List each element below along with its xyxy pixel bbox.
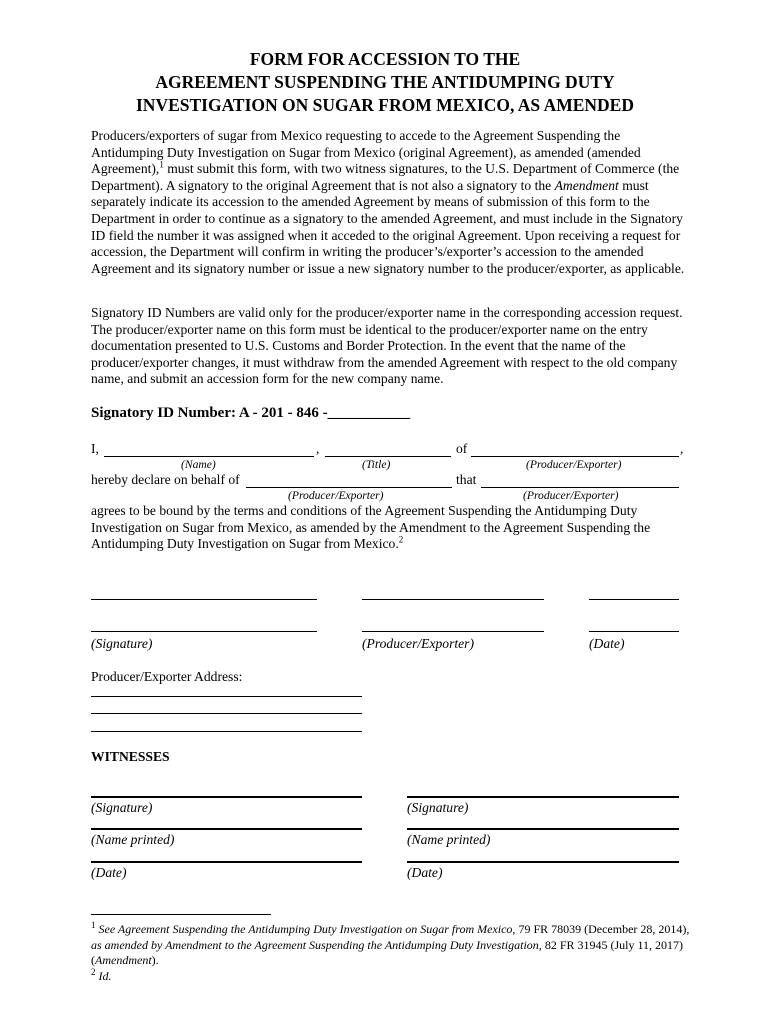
footnote-separator: [91, 914, 271, 915]
signature-line[interactable]: [91, 631, 317, 632]
witness-1-signature-caption: (Signature): [91, 800, 153, 815]
address-line-1[interactable]: [91, 696, 362, 697]
witness-1-name-line[interactable]: [91, 828, 362, 830]
that-producer-field[interactable]: [481, 487, 679, 488]
comma: ,: [316, 441, 320, 456]
footnote-2: $^2$ Id.: [91, 967, 112, 983]
witness-2-name-caption: (Name printed): [407, 832, 491, 847]
form-title-line-2: AGREEMENT SUSPENDING THE ANTIDUMPING DUTY: [155, 72, 615, 92]
caption-producer-exporter-3: (Producer/Exporter): [523, 489, 619, 502]
producer-line[interactable]: [362, 631, 544, 632]
witness-2-name-line[interactable]: [407, 828, 679, 830]
caption-name: (Name): [181, 458, 216, 471]
intro-paragraph-2: Signatory ID Numbers are valid only for the producer/exporter name in the corresponding accession request. The producer/exporter name on this form must be identical to the producer/exporter name on the entry documentation presented to U.S. Customs and Border Protection. In the event that the name of the producer/exporter changes, it must withdraw from the amended Agreement with respect to the old company name, and submit an accession form for the new company name.: [91, 305, 683, 387]
signatory-id-label: Signatory ID Number: A - 201 - 846 -___________: [91, 405, 411, 421]
address-line-2[interactable]: [91, 713, 362, 714]
name-field[interactable]: [104, 456, 314, 457]
form-title-line-3: INVESTIGATION ON SUGAR FROM MEXICO, AS AMENDED: [136, 95, 634, 115]
producer-line-upper[interactable]: [362, 599, 544, 600]
witness-1-date-line[interactable]: [91, 861, 362, 863]
witness-2-signature-line[interactable]: [407, 796, 679, 798]
agreement-statement: agrees to be bound by the terms and conditions of the Agreement Suspending the Antidumping Duty Investigation on Sugar from Mexico, as amended by the Amendment to the Agreement Suspending the Antidumping Duty Investigation on Sugar from Mexico.$^2$: [91, 503, 651, 552]
producer-exporter-field[interactable]: [471, 456, 679, 457]
date-line-upper[interactable]: [589, 599, 679, 600]
signature-line-upper[interactable]: [91, 599, 317, 600]
that-label: that: [456, 472, 477, 487]
witness-1-name-caption: (Name printed): [91, 832, 175, 847]
behalf-producer-field[interactable]: [246, 487, 452, 488]
behalf-label: hereby declare on behalf of: [91, 472, 240, 487]
date-caption: (Date): [589, 636, 625, 651]
caption-producer-exporter-2: (Producer/Exporter): [288, 489, 384, 502]
witness-2-date-line[interactable]: [407, 861, 679, 863]
producer-caption: (Producer/Exporter): [362, 636, 474, 651]
address-label: Producer/Exporter Address:: [91, 669, 243, 684]
declaration-i-label: I,: [91, 441, 99, 456]
intro-paragraph-1: Producers/exporters of sugar from Mexico requesting to accede to the Agreement Suspending the Antidumping Duty Investigation on Sugar from Mexico (original Agreement), as amended (amended Agreement),$^1$ must submit this form, with two witness signatures, to the U.S. Department of Commerce (the Department). A signatory to the original Agreement that is not also a signatory to the Amendment must separately indicate its accession to the amended Agreement by means of submission of this form to the Department in order to continue as a signatory to the amended Agreement, and must include in the Signatory ID field the number it was assigned when it acceded to the original Agreement. Upon receiving a request for accession, the Department will confirm in writing the producer’s/exporter’s accession to the amended Agreement and its signatory number or issue a new signatory number to the producer/exporter, as applicable.: [91, 128, 685, 276]
caption-title: (Title): [362, 458, 391, 471]
title-field[interactable]: [325, 456, 451, 457]
witness-2-date-caption: (Date): [407, 865, 443, 880]
witnesses-heading: WITNESSES: [91, 749, 170, 764]
signature-caption: (Signature): [91, 636, 153, 651]
form-title-line-1: FORM FOR ACCESSION TO THE: [249, 49, 521, 69]
signatory-id-blank[interactable]: ___________: [327, 405, 411, 421]
trailing-comma: ,: [680, 441, 684, 456]
footnote-ref-2: 2: [398, 534, 404, 545]
witness-2-signature-caption: (Signature): [407, 800, 469, 815]
declaration-of-label: of: [456, 441, 468, 456]
date-line[interactable]: [589, 631, 679, 632]
witness-1-signature-line[interactable]: [91, 796, 362, 798]
witness-1-date-caption: (Date): [91, 865, 127, 880]
footnote-ref-1: 1: [159, 159, 164, 170]
footnote-1: $^1$ See Agreement Suspending the Antidumping Duty Investigation on Sugar from Mexico, 79 FR 78039 (December 28, 2014), as amended by Amendment to the Agreement Suspending the Antidumping Duty Investigation, 82 FR 31945 (July 11, 2017) (Amendment).: [91, 920, 690, 968]
caption-producer-exporter: (Producer/Exporter): [526, 458, 622, 471]
address-line-3[interactable]: [91, 731, 362, 732]
